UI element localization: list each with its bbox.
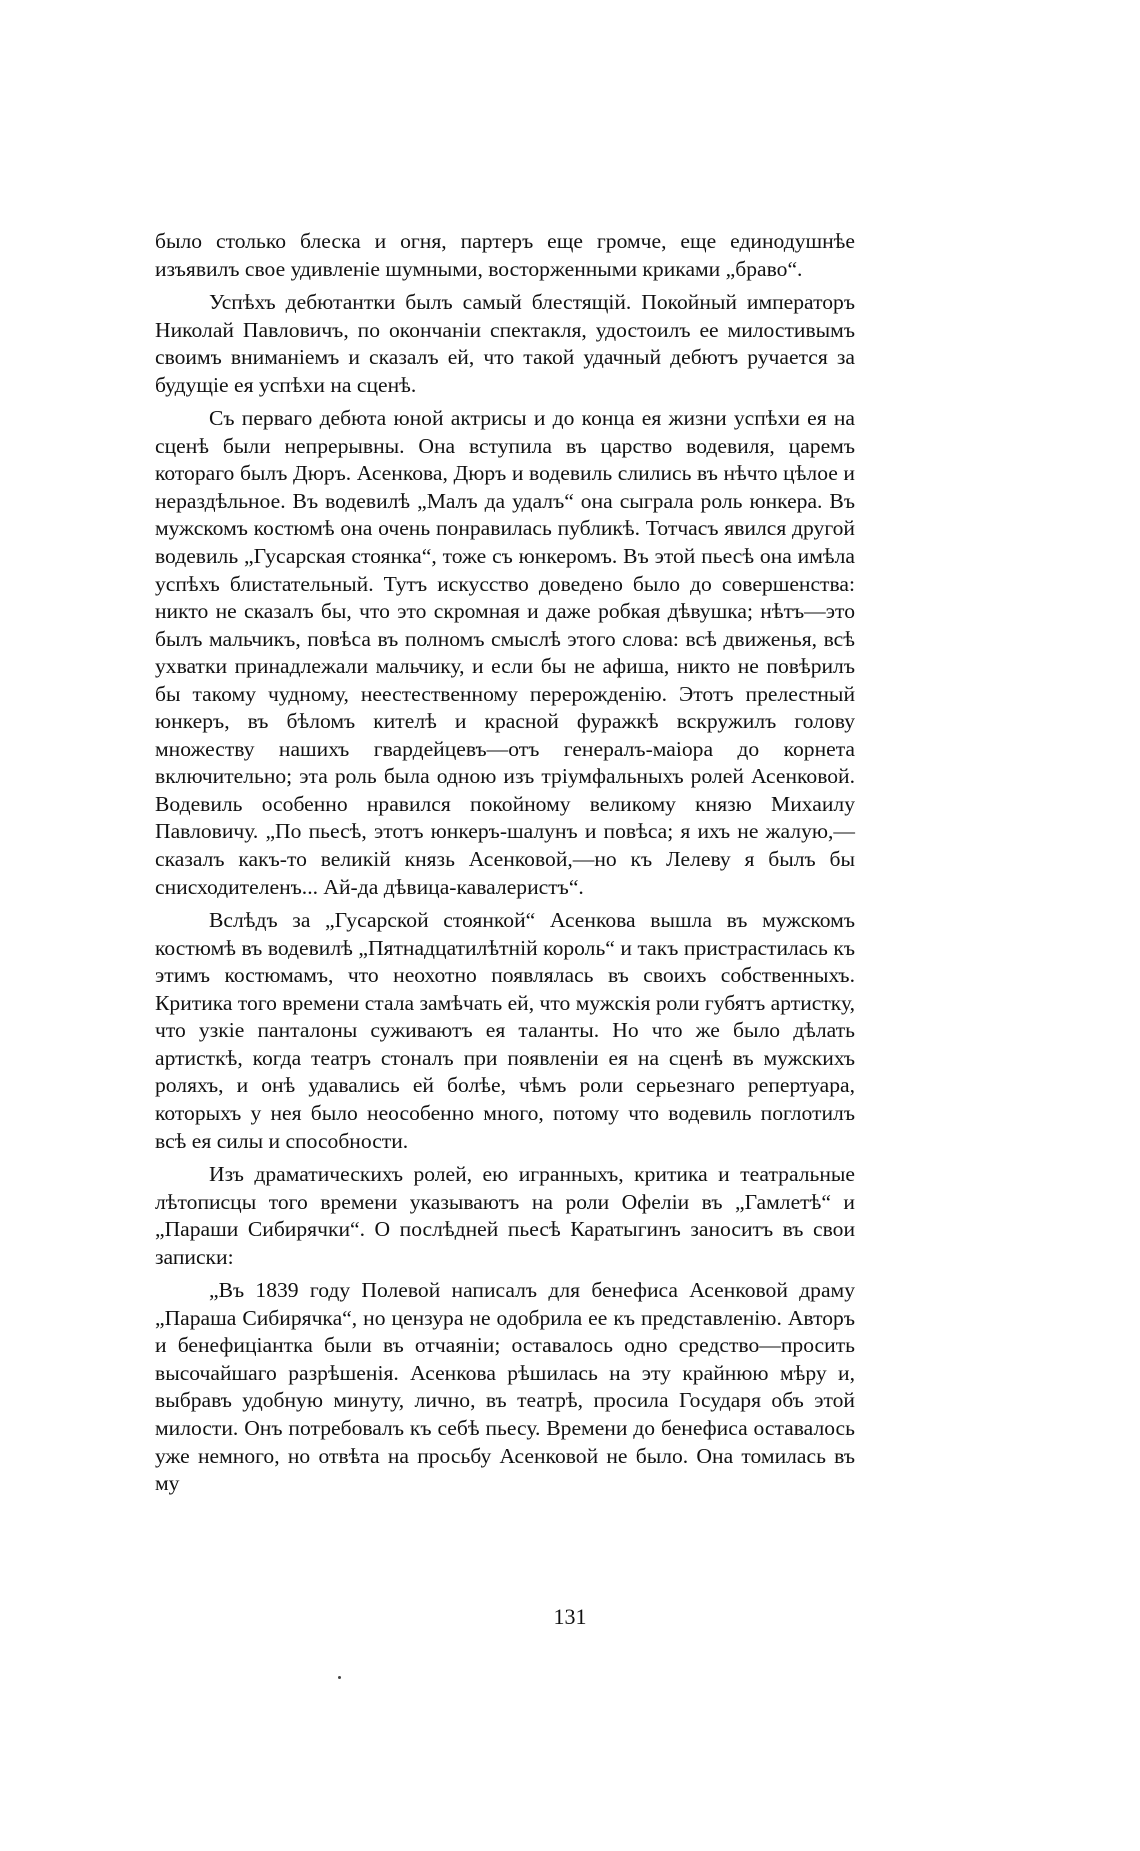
page-number: 131 — [553, 1604, 587, 1629]
paragraph-2: Успѣхъ дебютантки былъ самый блестящій. Покойный императоръ Николай Павловичъ, по окончаніи спектакля, удостоилъ ее милостивымъ своимъ вниманіемъ и сказалъ ей, что такой удачный дебютъ ручается за будущіе ея успѣхи на сценѣ. — [155, 290, 855, 397]
paragraph-1: было столько блеска и огня, партеръ еще громче, еще единодушнѣе изъявилъ свое удивленіе шумными, восторженными криками „браво“. — [155, 229, 855, 281]
paragraph-4: Вслѣдъ за „Гусарской стоянкой“ Асенкова вышла въ мужскомъ костюмѣ въ водевилѣ „Пятнадцатилѣтній король“ и такъ пристрастилась къ этимъ костюмамъ, что неохотно появлялась въ своихъ собственныхъ. Критика того времени стала замѣчать ей, что мужскія роли губятъ артистку, что узкіе панталоны суживаютъ ея таланты. Но что же было дѣлать артисткѣ, когда театръ стоналъ при появленіи ея на сценѣ въ мужскихъ роляхъ, и онѣ удавались ей болѣе, чѣмъ роли серьезнаго репертуара, которыхъ у нея было неособенно много, потому что водевиль поглотилъ всѣ ея силы и способности. — [155, 908, 855, 1153]
body-text — [155, 228, 855, 1504]
paragraph-5: Изъ драматическихъ ролей, ею игранныхъ, критика и театральные лѣтописцы того времени указываютъ на роли Офеліи въ „Гамлетѣ“ и „Параши Сибирячки“. О послѣдней пьесѣ Каратыгинъ заноситъ въ свои записки: — [155, 1162, 855, 1269]
paragraph-6: „Въ 1839 году Полевой написалъ для бенефиса Асенковой драму „Параша Сибирячка“, но цензура не одобрила ее къ представленію. Авторъ и бенефиціантка были въ отчаяніи; оставалось одно средство—просить высочайшаго разрѣшенія. Асенкова рѣшилась на эту крайнюю мѣру и, выбравъ удобную минуту, лично, въ театрѣ, просила Государя объ этой милости. Онъ потребовалъ къ себѣ пьесу. Времени до бенефиса оставалось уже немного, но отвѣта на просьбу Асенковой не было. Она томилась въ му — [155, 1278, 855, 1496]
paragraph-3: Съ перваго дебюта юной актрисы и до конца ея жизни успѣхи ея на сценѣ были непрерывны. Она вступила въ царство водевиля, царемъ котораго былъ Дюръ. Асенкова, Дюръ и водевиль слились въ нѣчто цѣлое и нераздѣльное. Въ водевилѣ „Малъ да удалъ“ она сыграла роль юнкера. Въ мужскомъ костюмѣ она очень понравилась публикѣ. Тотчасъ явился другой водевиль „Гусарская стоянка“, тоже съ юнкеромъ. Въ этой пьесѣ она имѣла успѣхъ блистательный. Тутъ искусство доведено было до совершенства: никто не сказалъ бы, что это скромная и даже робкая дѣвушка; нѣтъ—это былъ мальчикъ, повѣса въ полномъ смыслѣ этого слова: всѣ движенья, всѣ ухватки принадлежали мальчику, и если бы не афиша, никто не повѣрилъ бы такому чудному, неестественному перерожденію. Этотъ прелестный юнкеръ, въ бѣломъ кителѣ и красной фуражкѣ вскружилъ голову множеству нашихъ гвардейцевъ—отъ генералъ-маіора до корнета включительно; эта роль была одною изъ тріумфальныхъ ролей Асенковой. Водевиль особенно нравился покойному великому князю Михаилу Павловичу. „По пьесѣ, этотъ юнкеръ-шалунъ и повѣса; я ихъ не жалую,—сказалъ какъ-то великій князь Асенковой,—но къ Лелеву я былъ бы снисходителенъ... Ай-да дѣвица-кавалеристъ“. — [155, 406, 855, 899]
print-speck — [338, 1676, 341, 1679]
